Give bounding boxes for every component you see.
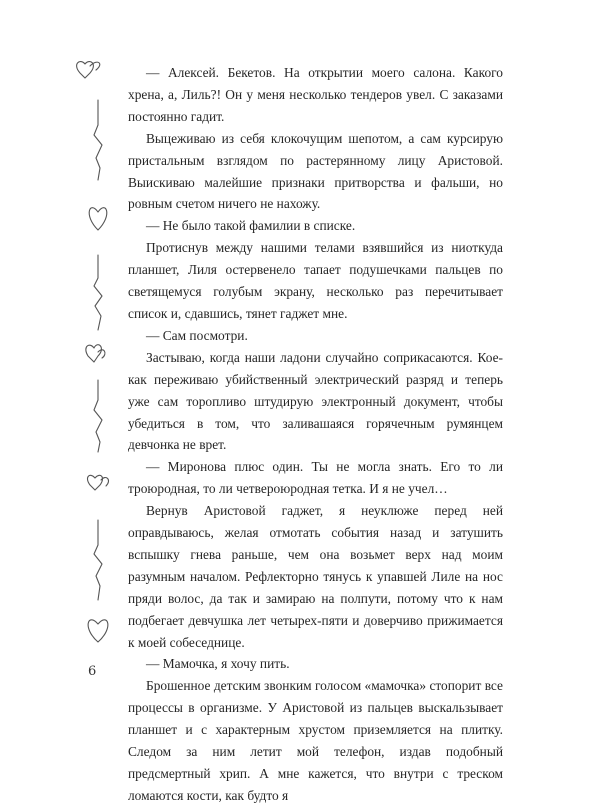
heart-icon: [87, 475, 108, 490]
paragraph: — Алексей. Бекетов. На открытии моего салона. Какого хрена, а, Лиль?! Он у меня несколько тендеров увел. С заказами постоянно гадит.: [128, 65, 503, 124]
heartbeat-line-icon: [94, 100, 102, 180]
paragraph: Протиснув между нашими телами взявшийся из ниоткуда планшет, Лиля остервенело тапает подушечками пальцев по светящемуся голубым экрану, несколько раз перечитывает список и, сдавшись, тянет гаджет мне.: [128, 240, 503, 321]
paragraph: Выцеживаю из себя клокочущим шепотом, а сам курсирую пристальным взглядом по растерянному лицу Аристовой. Выискиваю малейшие признаки притворства и фальши, но ровным счетом ничего не нахожу.: [128, 130, 503, 212]
body-text: [128, 62, 503, 807]
page-number: 6: [88, 664, 97, 679]
paragraph: Брошенное детским звонким голосом «мамочка» стопорит все процессы в организме. У Аристовой из пальцев выскальзывает планшет и с характерным хрустом приземляется на плитку. Следом за ним летит мой телефон, издав подобный предсмертный хрип. А мне кажется, что внутри с треском ломаются кости, как будто я: [128, 678, 503, 803]
margin-heartbeat-ornament: [68, 40, 128, 680]
heart-icon: [88, 620, 108, 642]
paragraph: Вернув Аристовой гаджет, я неуклюже перед ней оправдываюсь, желая отмотать события назад и затушить вспышку гнева раньше, чем она возьмет верх над моим разумным началом. Рефлекторно тянусь к упавшей Лиле на нос пряди волос, да так и замираю на полпути, потому что к нам подбегает девчушка лет четырех-пяти и доверчиво прижимается к моей собеседнице.: [128, 503, 503, 650]
heart-icon: [89, 208, 107, 230]
paragraph: Застываю, когда наши ладони случайно соприкасаются. Кое-как переживаю убийственный электрический разряд и теперь уже сам торопливо штудирую электронный документ, чтобы убедиться в том, что заливашаяся горячечным румянцем девчонка не врет.: [128, 349, 503, 453]
heart-icon: [86, 345, 105, 362]
paragraph: — Сам посмотри.: [146, 327, 248, 343]
heartbeat-line-icon: [94, 255, 102, 330]
heartbeat-line-icon: [94, 520, 102, 600]
paragraph: — Мамочка, я хочу пить.: [146, 656, 290, 672]
paragraph: — Не было такой фамилии в списке.: [146, 218, 356, 234]
paragraph: — Миронова плюс один. Ты не могла знать. Его то ли троюродная, то ли четвероюродная тетка. И я не учел…: [128, 459, 503, 497]
heartbeat-line-icon: [94, 380, 102, 452]
heart-icon: [77, 62, 100, 78]
